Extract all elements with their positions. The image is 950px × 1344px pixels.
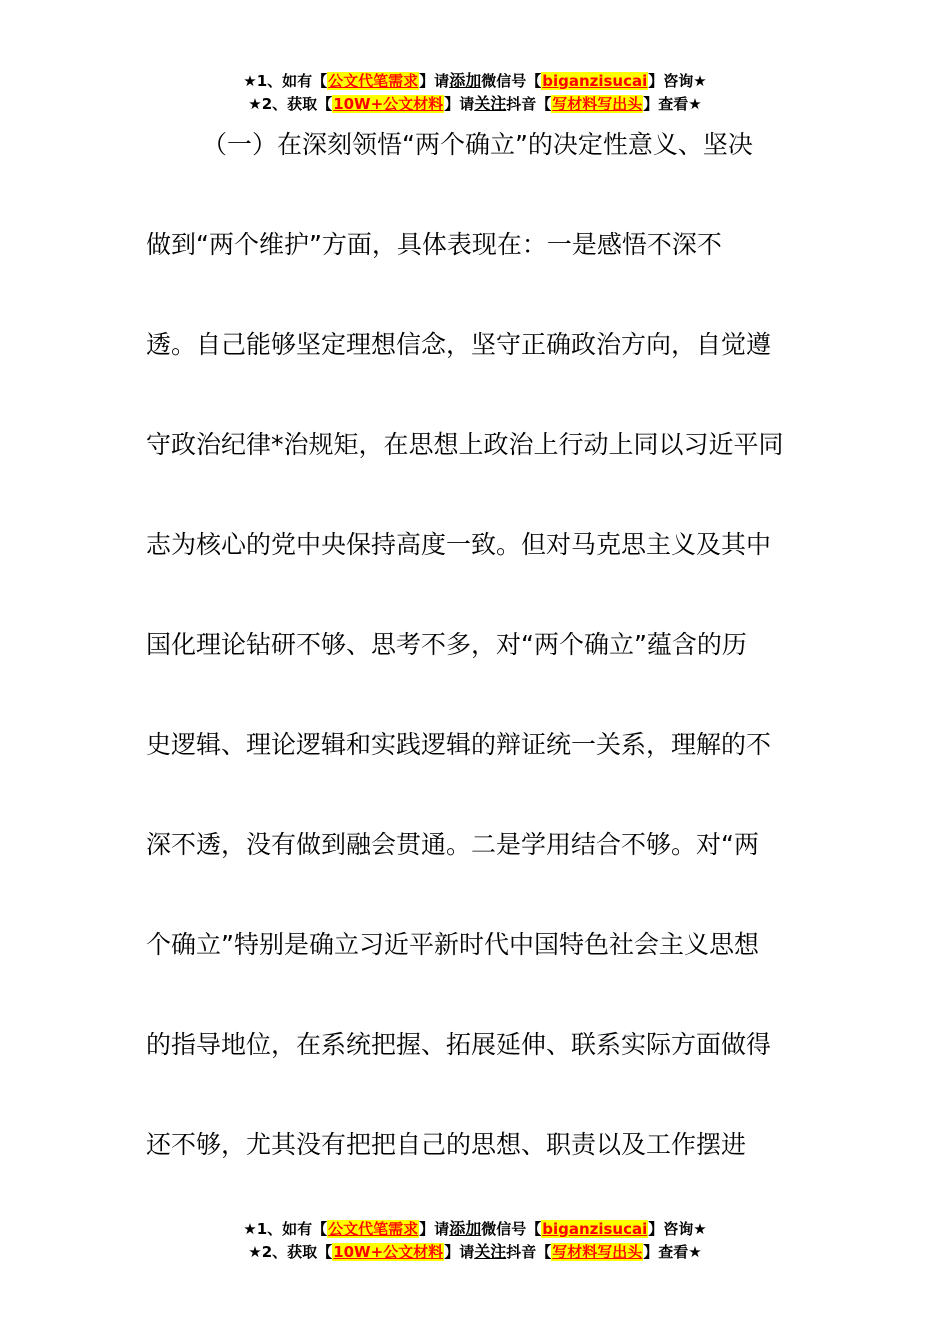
emphasis-add: 添加	[449, 71, 482, 90]
body-line: 深不透，没有做到融会贯通。二是学用结合不够。对“两	[146, 830, 759, 859]
highlight-account: 写材料写出头	[552, 1243, 643, 1261]
highlight-service: 公文代笔需求	[328, 1220, 419, 1238]
banner-text: 】咨询★	[648, 72, 707, 90]
highlight-account: 写材料写出头	[552, 95, 643, 113]
banner-text: ★1、如有【	[243, 72, 328, 90]
emphasis-add: 添加	[449, 1219, 482, 1238]
banner-text: ★1、如有【	[243, 1220, 328, 1238]
banner-text: 】请	[419, 72, 450, 90]
banner-text: 微信号【	[481, 72, 542, 90]
body-line: 还不够，尤其没有把把自己的思想、职责以及工作摆进	[146, 1130, 747, 1159]
banner-text: 】请	[444, 1243, 475, 1261]
banner-text: 抖音【	[506, 1243, 552, 1261]
banner-text: 】请	[444, 95, 475, 113]
banner-text: 】咨询★	[648, 1220, 707, 1238]
emphasis-follow: 关注	[474, 1242, 507, 1261]
banner-text: 】请	[419, 1220, 450, 1238]
banner-line-1	[0, 69, 950, 92]
highlight-wechat-id: biganzisucai	[542, 1220, 648, 1238]
banner-line-1	[0, 1217, 950, 1240]
body-line: 志为核心的党中央保持高度一致。但对马克思主义及其中	[146, 530, 772, 559]
body-line: 国化理论钻研不够、思考不多，对“两个确立”蕴含的历	[146, 630, 747, 659]
banner-text: 抖音【	[506, 95, 552, 113]
body-line: 的指导地位，在系统把握、拓展延伸、联系实际方面做得	[146, 1030, 772, 1059]
highlight-materials: 10W+公文材料	[333, 1243, 444, 1261]
banner-text: 微信号【	[481, 1220, 542, 1238]
banner-line-2	[0, 92, 950, 115]
banner-text: ★2、获取【	[248, 95, 333, 113]
highlight-materials: 10W+公文材料	[333, 95, 444, 113]
banner-text: ★2、获取【	[248, 1243, 333, 1261]
header-banner	[0, 69, 950, 115]
body-line: 做到“两个维护”方面，具体表现在：一是感悟不深不	[146, 230, 722, 259]
body-line: 守政治纪律*治规矩，在思想上政治上行动上同以习近平同	[146, 430, 784, 459]
footer-banner	[0, 1217, 950, 1263]
document-body	[146, 120, 806, 1220]
body-line: 个确立”特别是确立习近平新时代中国特色社会主义思想	[146, 930, 759, 959]
emphasis-follow: 关注	[474, 94, 507, 113]
highlight-wechat-id: biganzisucai	[542, 72, 648, 90]
body-line: 史逻辑、理论逻辑和实践逻辑的辩证统一关系，理解的不	[146, 730, 772, 759]
highlight-service: 公文代笔需求	[328, 72, 419, 90]
banner-text: 】查看★	[643, 95, 702, 113]
body-line: （一）在深刻领悟“两个确立”的决定性意义、坚决	[202, 130, 753, 159]
banner-line-2	[0, 1240, 950, 1263]
body-line: 透。自己能够坚定理想信念，坚守正确政治方向，自觉遵	[146, 330, 772, 359]
banner-text: 】查看★	[643, 1243, 702, 1261]
